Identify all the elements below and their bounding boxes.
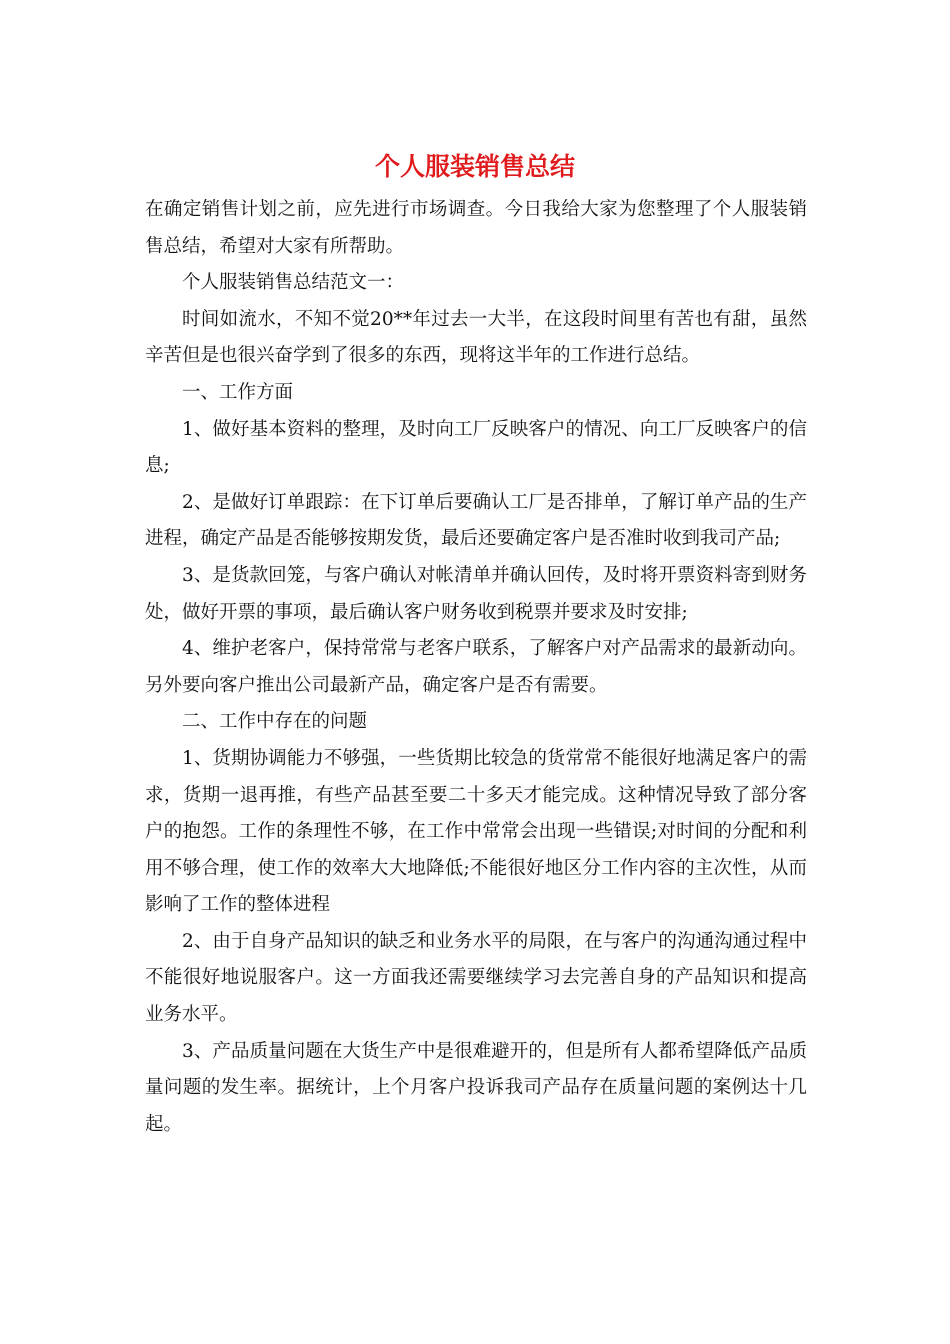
- document-title: 个人服装销售总结: [374, 152, 575, 181]
- section-heading: 一、工作方面: [182, 381, 294, 403]
- paragraph: 2、由于自身产品知识的缺乏和业务水平的局限，在与客户的沟通沟通过程中不能很好地说服客户。这一方面我还需要继续学习去完善自身的产品知识和提高业务水平。: [145, 930, 807, 1026]
- paragraph: 3、产品质量问题在大货生产中是很难避开的，但是所有人都希望降低产品质量问题的发生率。据统计，上个月客户投诉我司产品存在质量问题的案例达十几起。: [145, 1040, 807, 1135]
- paragraph: 3、是货款回笼，与客户确认对帐清单并确认回传，及时将开票资料寄到财务处，做好开票的事项，最后确认客户财务收到税票并要求及时安排;: [145, 564, 807, 623]
- paragraph: 4、维护老客户，保持常常与老客户联系，了解客户对产品需求的最新动向。另外要向客户推出公司最新产品，确定客户是否有需要。: [145, 638, 807, 696]
- paragraph: 1、货期协调能力不够强，一些货期比较急的货常常不能很好地满足客户的需求，货期一退再推，有些产品甚至要二十多天才能完成。这种情况导致了部分客户的抱怨。工作的条理性不够，在工作中常常会出现一些错误;对时间的分配和利用不够合理，使工作的效率大大地降低;不能很好地区分工作内容的主次性，从而影响了工作的整体进程: [145, 747, 807, 916]
- paragraph: 时间如流水，不知不觉20**年过去一大半，在这段时间里有苦也有甜，虽然辛苦但是也很兴奋学到了很多的东西，现将这半年的工作进行总结。: [145, 308, 807, 367]
- paragraph: 个人服装销售总结范文一：: [182, 272, 405, 294]
- paragraph: 2、是做好订单跟踪：在下订单后要确认工厂是否排单，了解订单产品的生产进程，确定产品是否能够按期发货，最后还要确定客户是否准时收到我司产品;: [145, 491, 807, 550]
- paragraph: 1、做好基本资料的整理，及时向工厂反映客户的情况、向工厂反映客户的信息;: [145, 418, 807, 477]
- paragraph: 在确定销售计划之前，应先进行市场调查。今日我给大家为您整理了个人服装销售总结，希望对大家有所帮助。: [145, 199, 807, 257]
- document-body: [145, 192, 807, 1143]
- section-heading: 二、工作中存在的问题: [182, 711, 368, 733]
